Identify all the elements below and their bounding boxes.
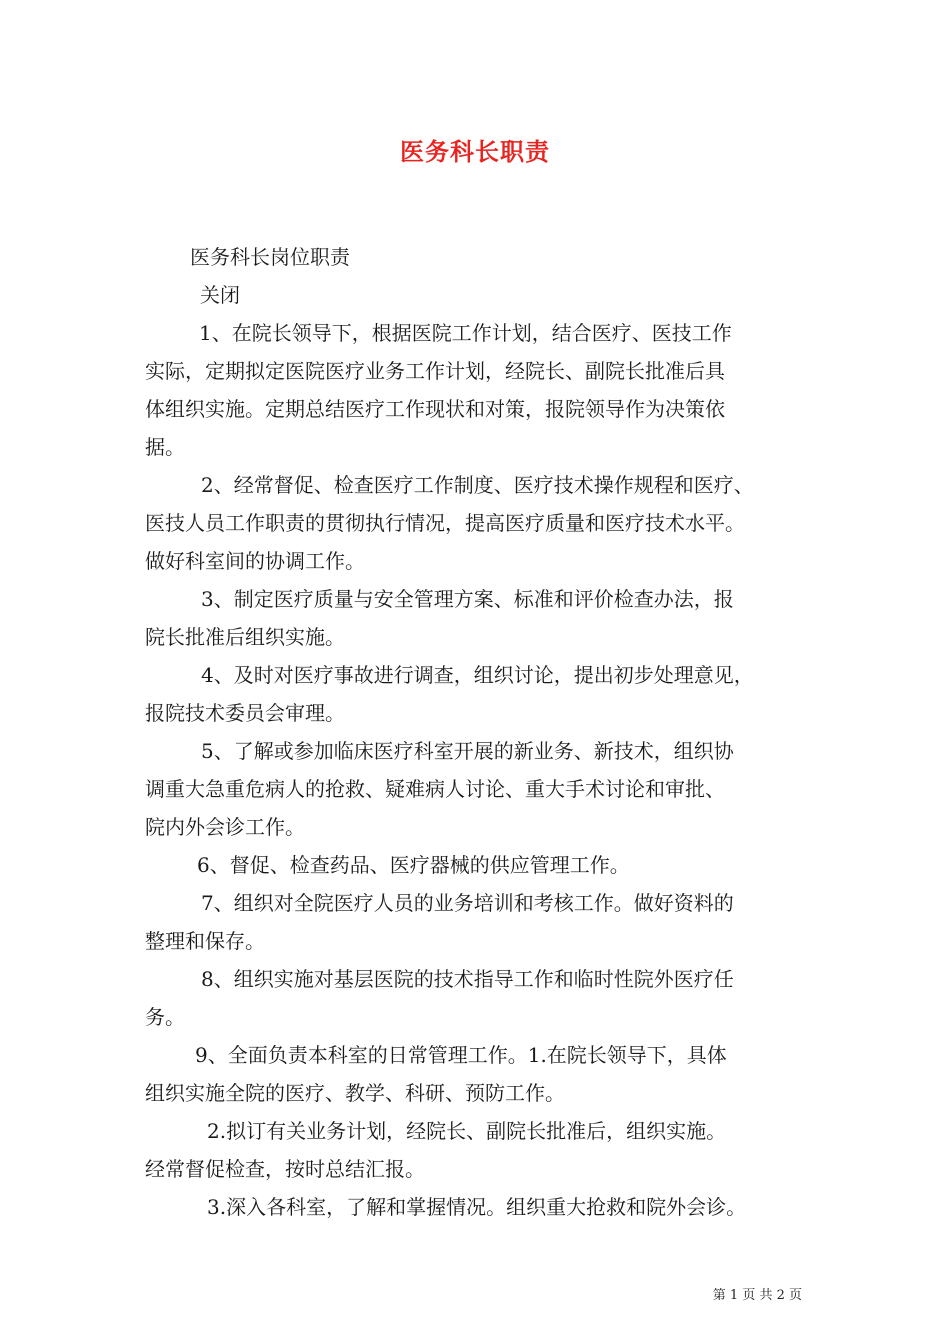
paragraph-line: 9、全面负责本科室的日常管理工作。1.在院长领导下，具体	[195, 1043, 727, 1067]
paragraph-line: 据。	[145, 435, 185, 459]
paragraph-line: 1、在院长领导下，根据医院工作计划，结合医疗、医技工作	[199, 321, 732, 345]
paragraph-line: 6、督促、检查药品、医疗器械的供应管理工作。	[197, 853, 630, 877]
paragraph-10	[145, 1112, 815, 1188]
paragraph-line: 4、及时对医疗事故进行调查，组织讨论，提出初步处理意见，	[201, 663, 754, 687]
paragraph-line: 3.深入各科室，了解和掌握情况。组织重大抢救和院外会诊。	[207, 1195, 747, 1219]
paragraph-8	[145, 960, 815, 1036]
paragraph-2	[145, 466, 815, 580]
paragraph-9	[145, 1036, 815, 1112]
paragraph-3	[145, 580, 815, 656]
paragraph-line: 院内外会诊工作。	[145, 815, 305, 839]
paragraph-line: 组织实施全院的医疗、教学、科研、预防工作。	[145, 1081, 565, 1105]
paragraph-line: 经常督促检查，按时总结汇报。	[145, 1157, 425, 1181]
paragraph-line: 7、组织对全院医疗人员的业务培训和考核工作。做好资料的	[201, 891, 734, 915]
paragraph-7	[145, 884, 815, 960]
section-subheading: 医务科长岗位职责	[190, 245, 350, 269]
page-number: 第 1 页 共 2 页	[712, 1288, 802, 1303]
paragraph-line: 院长批准后组织实施。	[145, 625, 345, 649]
paragraph-line: 体组织实施。定期总结医疗工作现状和对策，报院领导作为决策依	[145, 397, 725, 421]
paragraph-line: 3、制定医疗质量与安全管理方案、标准和评价检查办法，报	[201, 587, 734, 611]
paragraph-1	[145, 314, 815, 466]
paragraph-line: 2.拟订有关业务计划，经院长、副院长批准后，组织实施。	[207, 1119, 727, 1143]
paragraph-5	[145, 732, 815, 846]
paragraph-line: 8、组织实施对基层医院的技术指导工作和临时性院外医疗任	[201, 967, 734, 991]
paragraph-4	[145, 656, 815, 732]
paragraph-line: 调重大急重危病人的抢救、疑难病人讨论、重大手术讨论和审批、	[145, 777, 725, 801]
close-link[interactable]: 关闭	[200, 283, 240, 307]
paragraph-line: 实际，定期拟定医院医疗业务工作计划，经院长、副院长批准后具	[145, 359, 725, 383]
paragraph-line: 做好科室间的协调工作。	[145, 549, 365, 573]
paragraph-line: 整理和保存。	[145, 929, 265, 953]
paragraph-line: 务。	[145, 1005, 185, 1029]
paragraph-line: 医技人员工作职责的贯彻执行情况，提高医疗质量和医疗技术水平。	[145, 511, 745, 535]
paragraph-line: 报院技术委员会审理。	[145, 701, 345, 725]
paragraph-6	[145, 846, 815, 884]
paragraph-11	[145, 1188, 815, 1226]
document-body	[145, 238, 815, 1226]
paragraph-line: 5、了解或参加临床医疗科室开展的新业务、新技术，组织协	[201, 739, 734, 763]
page-title: 医务科长职责	[400, 137, 550, 166]
paragraph-line: 2、经常督促、检查医疗工作制度、医疗技术操作规程和医疗、	[201, 473, 754, 497]
